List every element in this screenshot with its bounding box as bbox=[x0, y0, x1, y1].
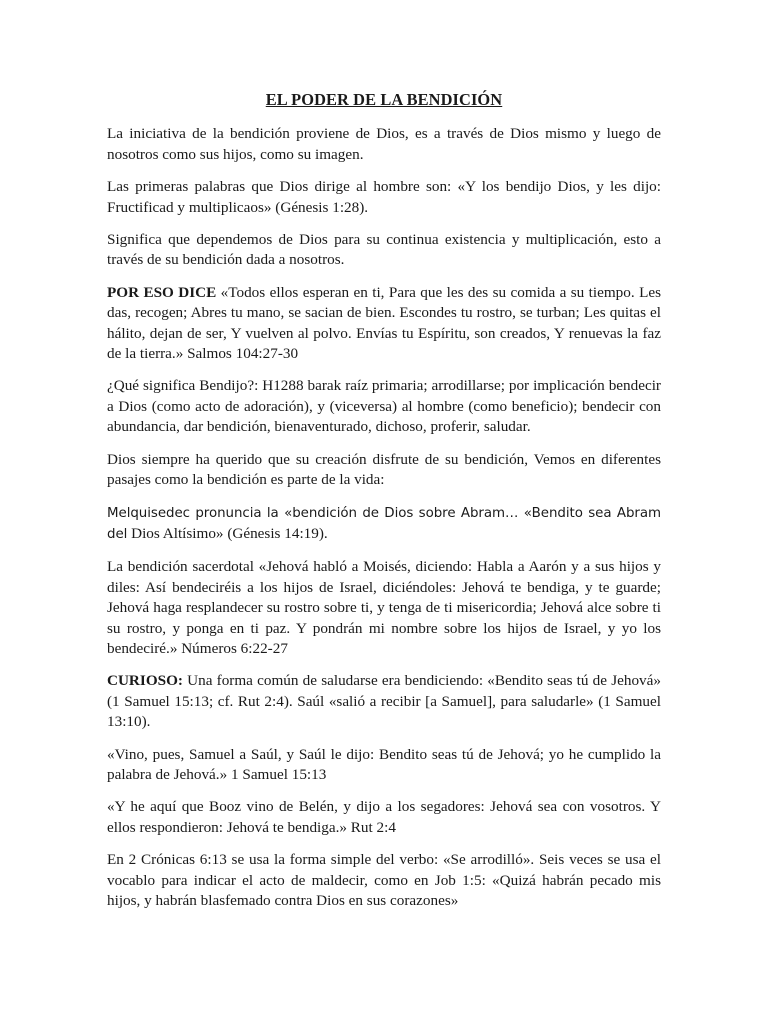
paragraph-11: «Y he aquí que Booz vino de Belén, y dijo a los segadores: Jehová sea con vosotros. Y ellos respondieron: Jehová te bendiga.» Rut 2:4 bbox=[107, 798, 661, 836]
document-title: EL PODER DE LA BENDICIÓN bbox=[265, 90, 503, 109]
document-body bbox=[107, 90, 661, 923]
paragraph-6: Dios siempre ha querido que su creación disfrute de su bendición, Vemos en diferentes pasajes como la bendición es parte de la vida: bbox=[107, 450, 661, 489]
paragraph-9 bbox=[107, 671, 661, 732]
paragraph-3: Significa que dependemos de Dios para su continua existencia y multiplicación, esto a través de su bendición dada a nosotros. bbox=[107, 231, 661, 269]
paragraph-4 bbox=[107, 283, 661, 365]
paragraph-10: «Vino, pues, Samuel a Saúl, y Saúl le dijo: Bendito seas tú de Jehová; yo he cumplido la palabra de Jehová.» 1 Samuel 15:13 bbox=[107, 745, 661, 783]
paragraph-4-text: «Todos ellos esperan en ti, Para que les des su comida a su tiempo. Les das, recogen; Abres tu mano, se sacian de bien. Escondes tu rostro, se turban; Les quitas el hálito, dejan de ser, Y vuelven al polvo. Envías tu Espíritu, son creados, Y renuevas la faz de la tierra.» Salmos 104:27-30 bbox=[107, 283, 661, 363]
paragraph-7 bbox=[107, 503, 661, 546]
paragraph-1: La iniciativa de la bendición proviene de Dios, es a través de Dios mismo y luego de nosotros como sus hijos, como su imagen. bbox=[107, 125, 661, 163]
paragraph-9-lead: CURIOSO: bbox=[107, 672, 183, 690]
paragraph-5: ¿Qué significa Bendijo?: H1288 barak raíz primaria; arrodillarse; por implicación bendecir a Dios (como acto de adoración), y (viceversa) al hombre (como beneficio); bendecir con abundancia, dar bendición, bienaventurado, dichoso, proferir, saludar. bbox=[107, 377, 661, 436]
paragraph-9-text: Una forma común de saludarse era bendiciendo: «Bendito seas tú de Jehová» (1 Samuel 15:13; cf. Rut 2:4). Saúl «salió a recibir [a Samuel], para saludarle» (1 Samuel 13:10). bbox=[107, 672, 661, 731]
paragraph-8: La bendición sacerdotal «Jehová habló a Moisés, diciendo: Habla a Aarón y a sus hijos y diles: Así bendeciréis a los hijos de Israel, diciéndoles: Jehová te bendiga, y te guarde; Jehová haga resplandecer su rostro sobre ti, y tenga de ti misericordia; Jehová alce sobre ti su rostro, y ponga en ti paz. Y pondrán mi nombre sobre los hijos de Israel, y yo los bendeciré.» Números 6:22-27 bbox=[107, 558, 661, 657]
paragraph-4-lead: POR ESO DICE bbox=[107, 283, 217, 301]
paragraph-7-alt-font: Melquisedec pronuncia la «bendición de Dios sobre Abram… «Bendito sea Abram del bbox=[107, 505, 661, 542]
paragraph-12: En 2 Crónicas 6:13 se usa la forma simple del verbo: «Se arrodilló». Seis veces se usa el vocablo para indicar el acto de maldecir, como en Job 1:5: «Quizá habrán pecado mis hijos, y habrán blasfemado contra Dios en sus corazones» bbox=[107, 851, 661, 909]
paragraph-2: Las primeras palabras que Dios dirige al hombre son: «Y los bendijo Dios, y les dijo: Fructificad y multiplicaos» (Génesis 1:28). bbox=[107, 178, 661, 216]
paragraph-7-text: Dios Altísimo» (Génesis 14:19). bbox=[127, 524, 328, 542]
